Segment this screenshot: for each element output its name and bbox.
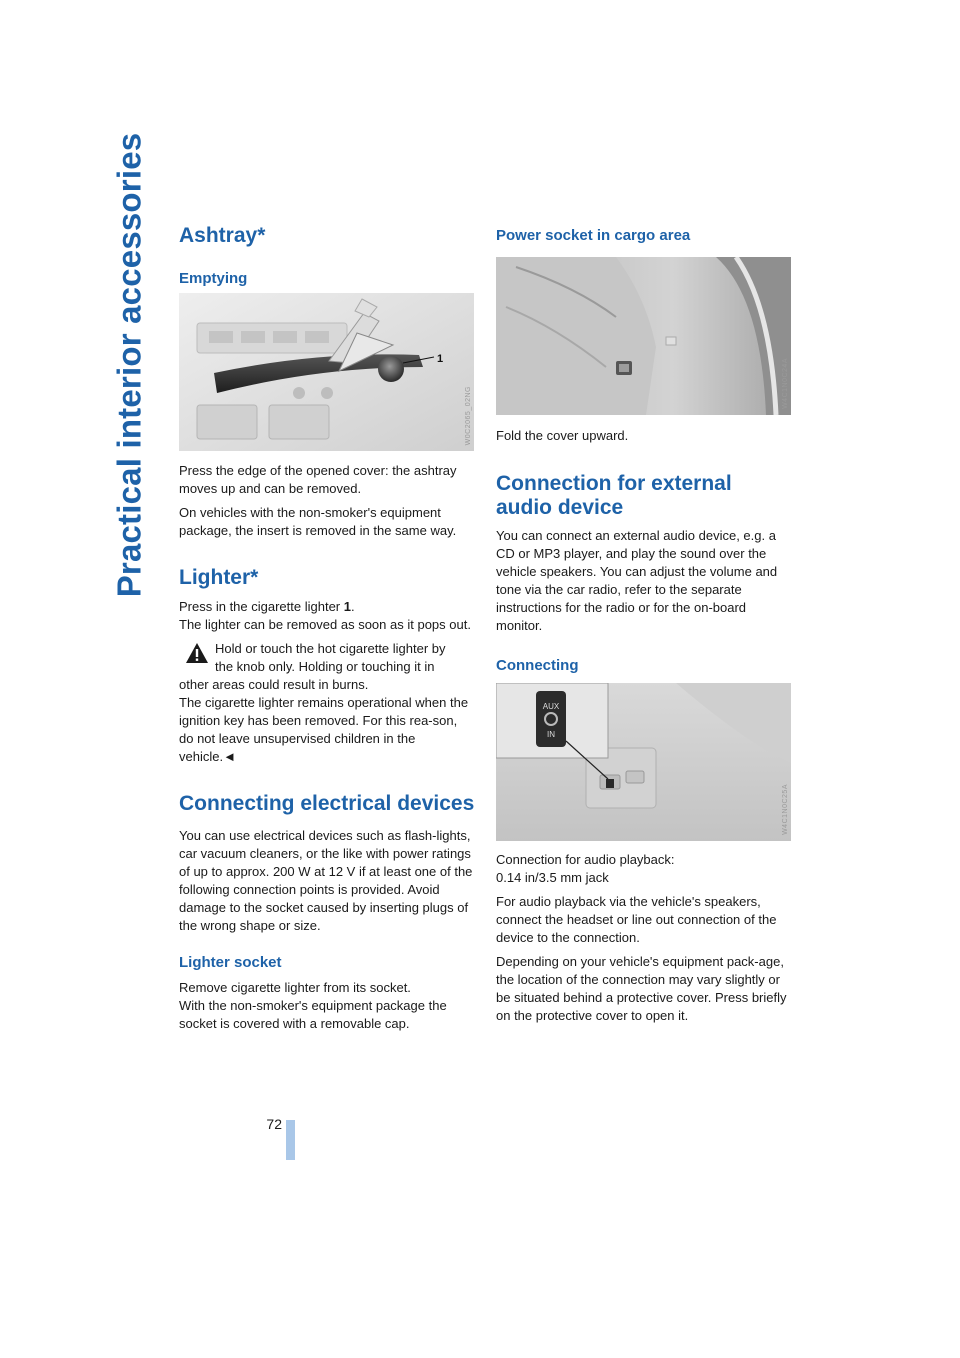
heading-emptying: Emptying bbox=[179, 270, 248, 287]
page-number-bar bbox=[286, 1120, 295, 1160]
figure-ashtray bbox=[179, 293, 474, 451]
section-side-title bbox=[100, 22, 158, 708]
paragraph: 0.14 in/3.5 mm jack bbox=[496, 870, 609, 885]
heading-lighter: Lighter* bbox=[179, 566, 259, 589]
right-column bbox=[496, 226, 792, 1025]
text-bold: 1 bbox=[343, 599, 351, 614]
warning-line: Hold or touch the hot cigarette lighter by bbox=[215, 641, 446, 656]
warning-block bbox=[179, 640, 475, 766]
ashtray-illustration bbox=[179, 293, 474, 451]
heading-lighter-socket: Lighter socket bbox=[179, 954, 282, 971]
paragraph: You can connect an external audio device, e.g. a CD or MP3 player, and play the sound over the vehicle speakers. You can adjust the volume and tone via the car radio, refer to the separate instructions for the radio or for the on-board monitor. bbox=[496, 528, 778, 633]
section-title-text: Practical interior accessories bbox=[110, 132, 148, 598]
paragraph: The lighter can be removed as soon as it pops out. bbox=[179, 617, 471, 632]
end-marker: ◄ bbox=[223, 749, 236, 764]
paragraph bbox=[179, 598, 475, 616]
paragraph: Fold the cover upward. bbox=[496, 428, 629, 443]
figure-power-socket bbox=[496, 257, 791, 415]
paragraph: Remove cigarette lighter from its socket. bbox=[179, 980, 411, 995]
figure-aux-in bbox=[496, 683, 791, 841]
paragraph: Connection for audio playback: bbox=[496, 852, 675, 867]
page-number: 72 bbox=[266, 1116, 282, 1132]
text-span: The cigarette lighter remains operational when the ignition key has been removed. For this rea-son, do not leave unsupervised children in the vehicle. bbox=[179, 695, 469, 764]
paragraph: Press the edge of the opened cover: the ashtray moves up and can be removed. bbox=[179, 463, 457, 496]
figure-code: W0C2065_02NG bbox=[465, 385, 472, 445]
in-label: IN bbox=[547, 730, 555, 739]
heading-ashtray: Ashtray* bbox=[179, 224, 266, 247]
warning-text bbox=[179, 694, 475, 766]
figure-code: W4C1N0C24A bbox=[782, 358, 789, 409]
figure-code: W4C1N0C25A bbox=[782, 784, 789, 835]
left-column bbox=[179, 224, 475, 1033]
warning-triangle-icon bbox=[185, 642, 209, 664]
text-span: . bbox=[350, 599, 355, 614]
paragraph: On vehicles with the non-smoker's equipment package, the insert is removed in the same way. bbox=[179, 505, 457, 538]
warning-text: other areas could result in burns. bbox=[179, 677, 369, 692]
heading-external-audio: Connection for external audio device bbox=[496, 472, 732, 519]
callout-1: 1 bbox=[437, 353, 444, 365]
heading-connecting: Connecting bbox=[496, 657, 579, 674]
warning-line: the knob only. Holding or touching it in bbox=[215, 659, 435, 674]
paragraph: You can use electrical devices such as flash-lights, car vacuum cleaners, or the like with power ratings of up to approx. 200 W at 12 V if at least one of the following connection points is provided. Avoid damage to the socket caused by inserting plugs of the wrong shape or size. bbox=[179, 828, 473, 933]
paragraph: For audio playback via the vehicle's speakers, connect the headset or line out connection of the device to the connection. bbox=[496, 894, 777, 945]
text-span: Press in the cigarette lighter bbox=[179, 599, 344, 614]
heading-connecting-electrical: Connecting electrical devices bbox=[179, 792, 475, 815]
paragraph: With the non-smoker's equipment package the socket is covered with a removable cap. bbox=[179, 998, 447, 1031]
paragraph: Depending on your vehicle's equipment pack-age, the location of the connection may vary slightly or be situated behind a protective cover. Press briefly on the protective cover to open it. bbox=[496, 954, 787, 1023]
aux-label: AUX bbox=[542, 702, 560, 711]
cargo-socket-illustration bbox=[496, 257, 791, 415]
aux-in-illustration bbox=[496, 683, 791, 841]
heading-power-socket: Power socket in cargo area bbox=[496, 227, 691, 244]
